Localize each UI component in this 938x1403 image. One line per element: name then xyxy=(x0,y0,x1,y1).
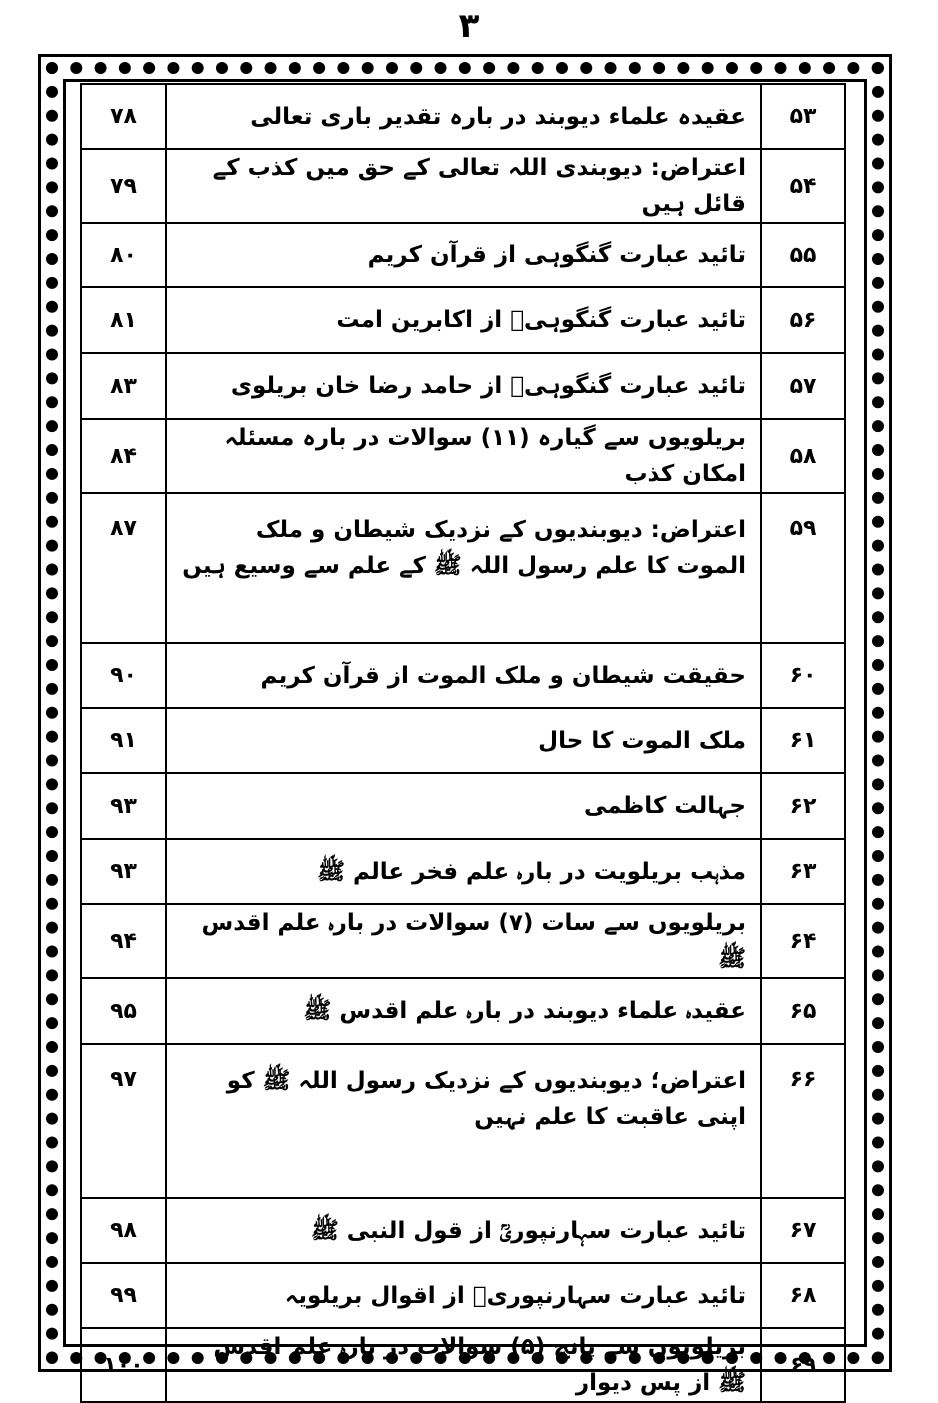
toc-title: تائید عبارت گنگوہی از قرآن کریم xyxy=(166,223,761,287)
toc-page-number: ۹۵ xyxy=(81,978,166,1044)
toc-serial: ۶۳ xyxy=(761,839,845,904)
toc-serial: ۶۰ xyxy=(761,643,845,708)
toc-title: تائید عبارت سہارنپوریؒ از قول النبی ﷺ xyxy=(166,1198,761,1263)
toc-page-number: ۸۴ xyxy=(81,419,166,493)
toc-title: اعتراض: دیوبندیوں کے نزدیک شیطان و ملک الموت کا علم رسول اللہ ﷺ کے علم سے وسیع ہیں xyxy=(166,493,761,643)
toc-page-number: ۹۷ xyxy=(81,1044,166,1198)
toc-row xyxy=(81,1044,845,1198)
toc-page-number: ۹۸ xyxy=(81,1198,166,1263)
toc-page-number: ۹۱ xyxy=(81,708,166,773)
toc-serial: ۶۹ xyxy=(761,1328,845,1402)
toc-page-number: ۷۹ xyxy=(81,149,166,223)
toc-serial: ۶۶ xyxy=(761,1044,845,1198)
toc-page-number: ۹۰ xyxy=(81,643,166,708)
toc-serial: ۵۷ xyxy=(761,353,845,419)
toc-serial: ۵۸ xyxy=(761,419,845,493)
toc-serial: ۵۹ xyxy=(761,493,845,643)
toc-row xyxy=(81,1263,845,1328)
toc-page-number: ۸۱ xyxy=(81,287,166,353)
table-of-contents xyxy=(80,83,846,1403)
toc-row xyxy=(81,708,845,773)
toc-row xyxy=(81,223,845,287)
toc-title: اعتراض؛ دیوبندیوں کے نزدیک رسول اللہ ﷺ کو اپنی عاقبت کا علم نہیں xyxy=(166,1044,761,1198)
toc-row xyxy=(81,149,845,223)
page-number: ۳ xyxy=(458,6,480,46)
toc-title: جہالت کاظمی xyxy=(166,773,761,839)
toc-title: حقیقت شیطان و ملک الموت از قرآن کریم xyxy=(166,643,761,708)
toc-title: ملک الموت کا حال xyxy=(166,708,761,773)
toc-serial: ۶۴ xyxy=(761,904,845,978)
toc-title: عقیدہ علماء دیوبند در بارہ تقدیر باری تعالی xyxy=(166,84,761,149)
toc-serial: ۶۷ xyxy=(761,1198,845,1263)
toc-title: بریلویوں سے گیارہ (۱۱) سوالات در بارہ مسئلہ امکان کذب xyxy=(166,419,761,493)
toc-title: بریلویوں سے سات (۷) سوالات در بارہ علم اقدس ﷺ xyxy=(166,904,761,978)
toc-row xyxy=(81,353,845,419)
toc-serial: ۵۶ xyxy=(761,287,845,353)
toc-page-number: ۸۳ xyxy=(81,353,166,419)
toc-title: تائید عبارت گنگوہیؒ از حامد رضا خان بریلوی xyxy=(166,353,761,419)
toc-row xyxy=(81,419,845,493)
toc-serial: ۶۸ xyxy=(761,1263,845,1328)
toc-title: تائید عبارت گنگوہیؒ از اکابرین امت xyxy=(166,287,761,353)
toc-title: بریلویوں سے پانچ (۵) سوالات در بارہ علم اقدس ﷺ از پس دیوار xyxy=(166,1328,761,1402)
toc-page-number: ۸۷ xyxy=(81,493,166,643)
toc-serial: ۵۴ xyxy=(761,149,845,223)
toc-page-number: ۷۸ xyxy=(81,84,166,149)
toc-serial: ۶۲ xyxy=(761,773,845,839)
toc-serial: ۵۳ xyxy=(761,84,845,149)
toc-title: اعتراض: دیوبندی اللہ تعالی کے حق میں کذب کے قائل ہیں xyxy=(166,149,761,223)
toc-row xyxy=(81,773,845,839)
toc-row xyxy=(81,1328,845,1402)
toc-page-number: ۹۴ xyxy=(81,904,166,978)
toc-row xyxy=(81,287,845,353)
toc-row xyxy=(81,904,845,978)
toc-page-number: ۸۰ xyxy=(81,223,166,287)
toc-row xyxy=(81,839,845,904)
toc-row xyxy=(81,84,845,149)
toc-page-number: ۹۹ xyxy=(81,1263,166,1328)
toc-title: مذہب بریلویت در بارہ علم فخر عالم ﷺ xyxy=(166,839,761,904)
toc-page-number: ۹۳ xyxy=(81,839,166,904)
toc-title: تائید عبارت سہارنپوریؒ از اقوال بریلویہ xyxy=(166,1263,761,1328)
toc-row xyxy=(81,493,845,643)
toc-serial: ۶۱ xyxy=(761,708,845,773)
toc-serial: ۵۵ xyxy=(761,223,845,287)
toc-serial: ۶۵ xyxy=(761,978,845,1044)
toc-title: عقیدہ علماء دیوبند در بارہ علم اقدس ﷺ xyxy=(166,978,761,1044)
toc-page-number: ۹۳ xyxy=(81,773,166,839)
toc-row xyxy=(81,643,845,708)
toc-row xyxy=(81,978,845,1044)
toc-row xyxy=(81,1198,845,1263)
toc-page-number: ۱۰۰ xyxy=(81,1328,166,1402)
